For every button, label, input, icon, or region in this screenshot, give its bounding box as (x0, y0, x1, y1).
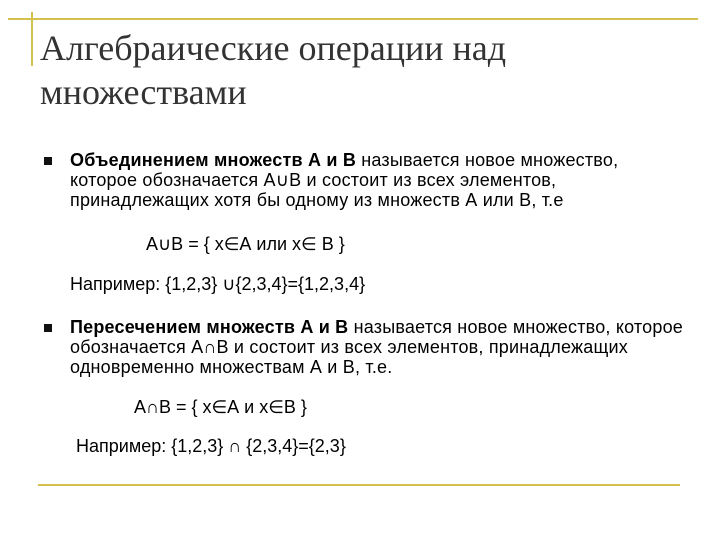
intersection-formula: А∩В = { х∈А и х∈В } (134, 397, 307, 417)
square-bullet-icon (44, 324, 52, 332)
union-example: Например: {1,2,3} ∪{2,3,4}={1,2,3,4} (70, 274, 366, 294)
frame-top-line (8, 18, 698, 20)
frame-bottom-line (38, 484, 680, 486)
square-bullet-icon (44, 157, 52, 165)
intersection-definition-text: называется новое множество, которое обозначается А∩В и состоит из всех элементов, принадлежащих одновременно множествам А и В, т.е. (70, 317, 684, 377)
union-formula: А∪В = { х∈А или х∈ В } (146, 234, 345, 254)
union-definition-text: называется новое множество, которое обозначается А∪В и состоит из всех элементов, принадлежащих хотя бы одному из множеств А или В, т.е (70, 150, 619, 210)
intersection-term: Пересечением множеств А и В (70, 317, 349, 337)
union-definition (70, 150, 690, 210)
intersection-example: Например: {1,2,3} ∩ {2,3,4}={2,3} (76, 436, 346, 456)
slide-title: Алгебраические операции над множествами (40, 28, 507, 112)
frame-vertical-line (31, 12, 33, 66)
intersection-definition (70, 317, 690, 377)
union-term: Объединением множеств А и В (70, 150, 357, 170)
